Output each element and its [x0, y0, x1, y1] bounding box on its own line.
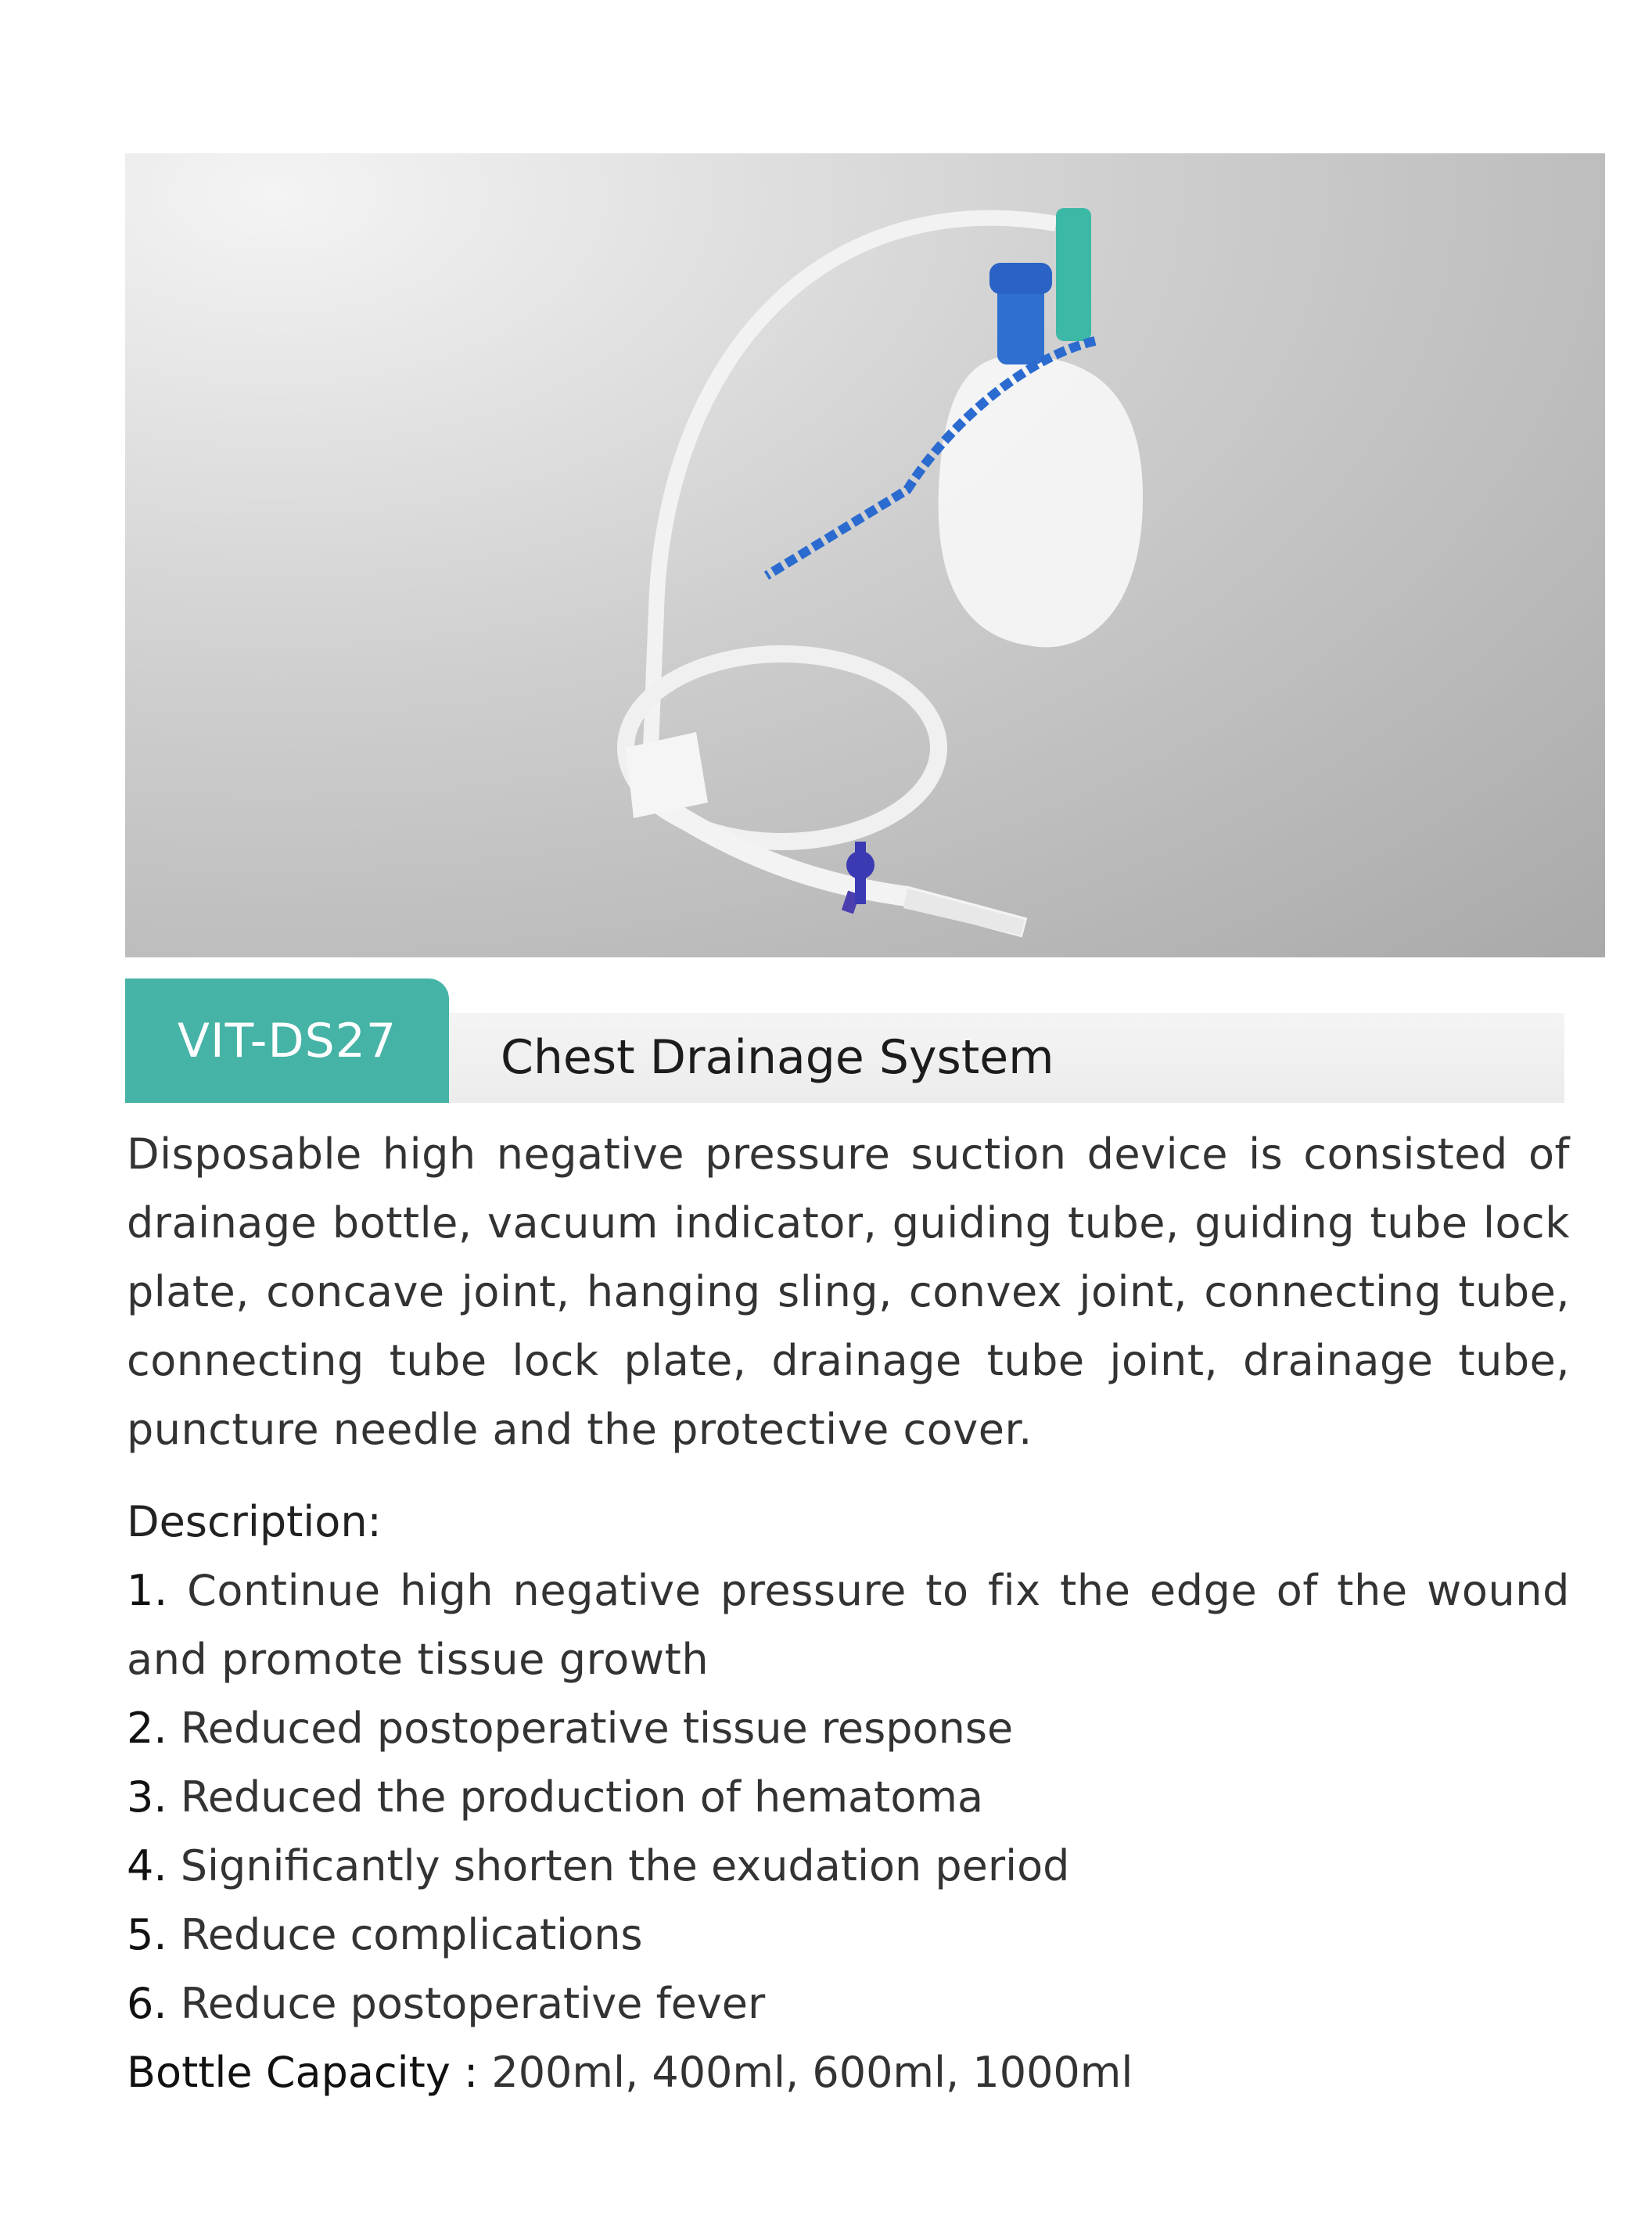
feature-item: 1. Continue high negative pressure to fix the edge of the wound and promote tissue growth — [127, 1566, 1570, 1684]
capacity-value: 200ml, 400ml, 600ml, 1000ml — [491, 2048, 1133, 2097]
feature-item: 2. Reduced postoperative tissue response — [127, 1704, 1014, 1753]
product-code-badge: VIT-DS27 — [125, 978, 449, 1103]
product-photo — [125, 153, 1605, 957]
feature-item: 3. Reduced the production of hematoma — [127, 1772, 984, 1822]
drainage-system-illustration — [125, 153, 1605, 957]
description-heading: Description: — [127, 1497, 382, 1546]
feature-item: 5. Reduce complications — [127, 1910, 643, 1959]
product-intro: Disposable high negative pressure suction device is consisted of drainage bottle, vacuum indicator, guiding tube, guiding tube lock plate, concave joint, hanging sling, convex joint, connecting tube, connecting tube lock plate, drainage tube joint, drainage tube, puncture needle and the protective cover. — [127, 1129, 1570, 1454]
description-section — [127, 1488, 1570, 2107]
capacity-label: Bottle Capacity : — [127, 2048, 479, 2097]
feature-item: 6. Reduce postoperative fever — [127, 1979, 766, 2028]
product-title: Chest Drainage System — [501, 1030, 1054, 1085]
product-title-bar — [449, 1013, 1564, 1103]
bottle-capacity — [127, 2038, 1570, 2107]
feature-item: 4. Significantly shorten the exudation period — [127, 1841, 1070, 1890]
